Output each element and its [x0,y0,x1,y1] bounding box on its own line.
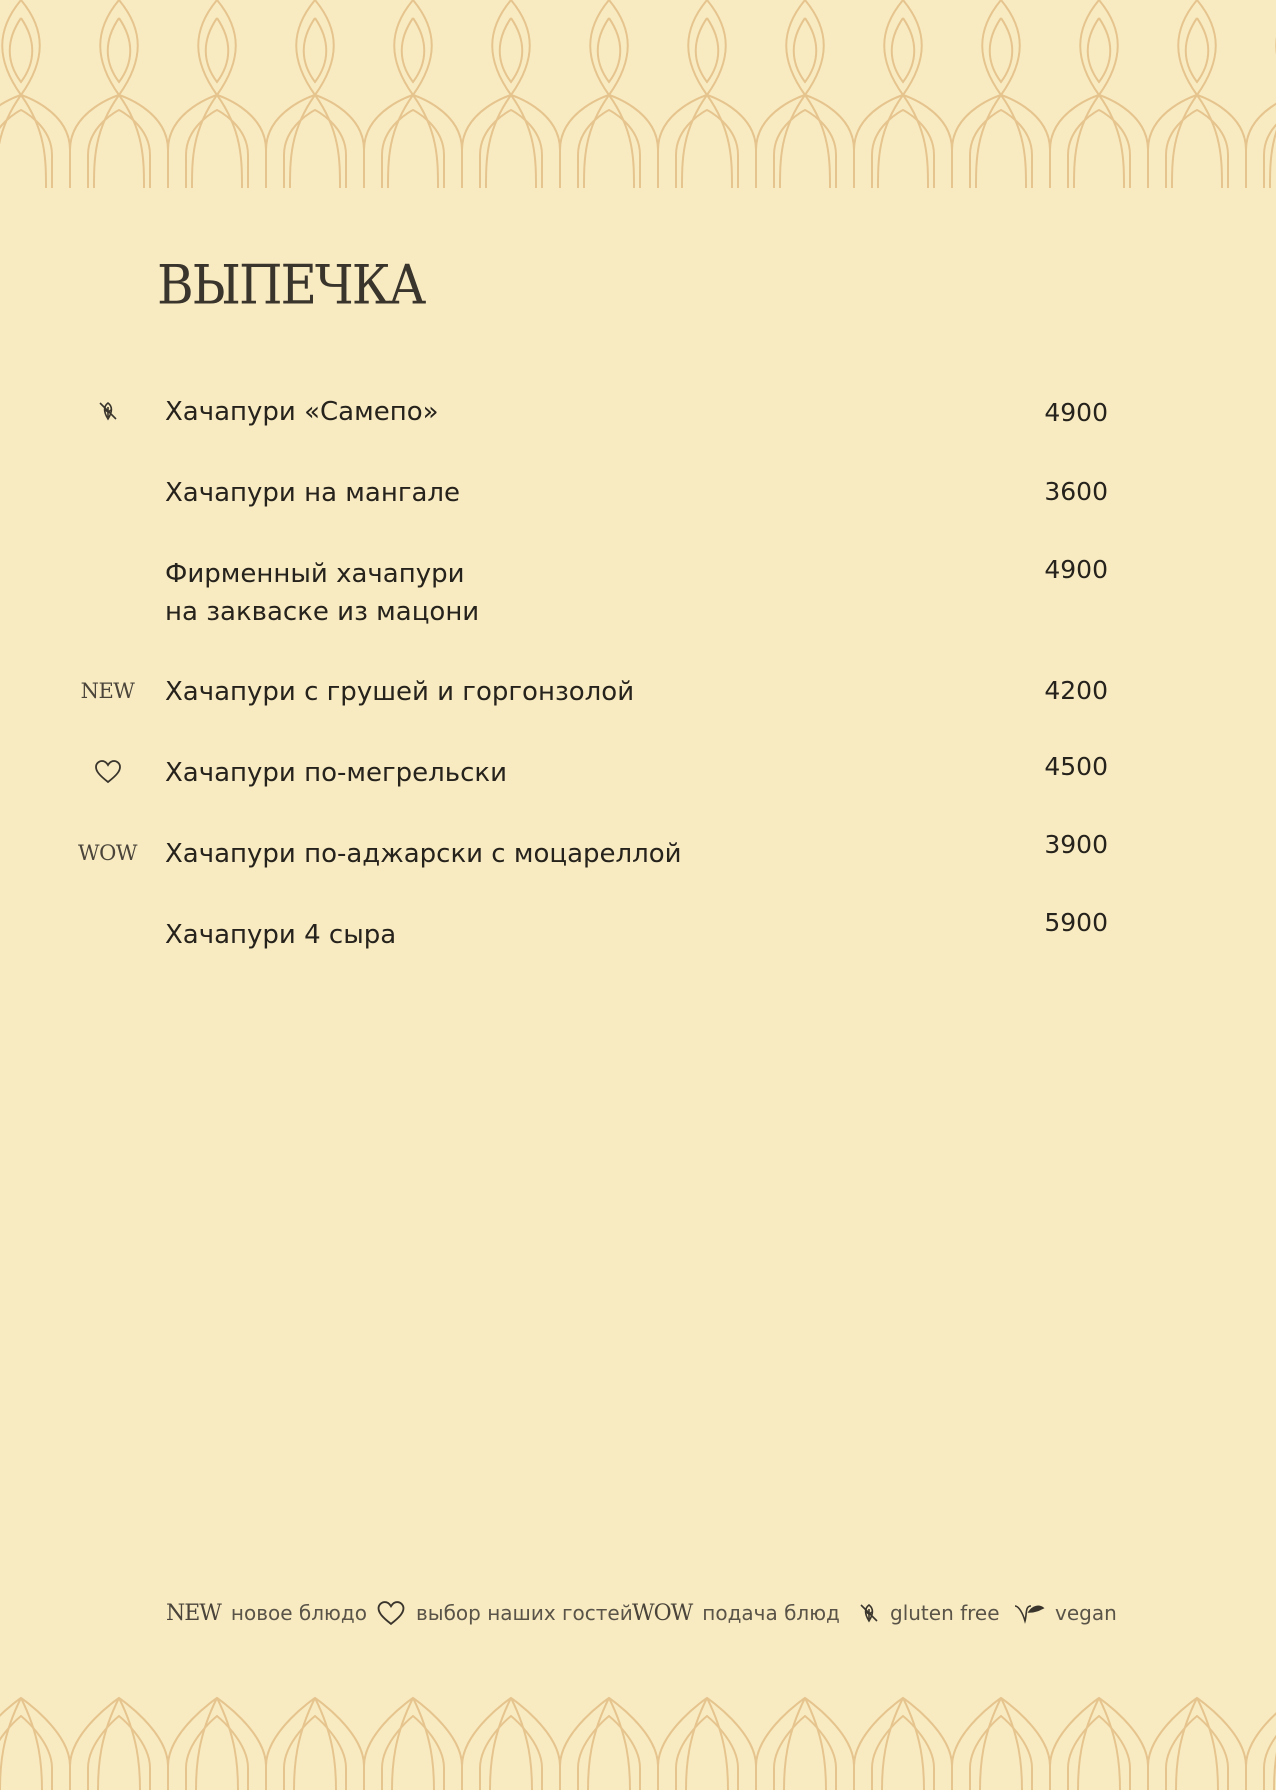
item-name: Хачапури по-аджарски с моцареллой [165,839,682,869]
legend-gluten [858,1596,1000,1630]
item-price: 4200 [1044,676,1108,705]
gluten-free-icon [858,1602,880,1624]
legend-wow-text: подача блюд [702,1601,840,1625]
wow-marker: WOW [632,1600,693,1626]
gluten-free-icon [60,397,155,422]
vegan-leaf-icon [1013,1602,1045,1624]
item-name: Фирменный хачапури на закваске из мацони [165,559,480,627]
legend-heart [376,1596,633,1630]
item-name: Хачапури с грушей и горгонзолой [165,677,635,707]
heart-icon [60,758,155,785]
item-name: Хачапури «Самепо» [165,397,439,427]
item-price: 3900 [1044,830,1108,859]
legend [0,1596,1276,1630]
wow-marker: WOW [78,841,137,865]
item-price: 5900 [1044,908,1108,937]
item-price: 3600 [1044,477,1108,506]
legend-heart-text: выбор наших гостей [416,1601,633,1625]
item-name: Хачапури по-мегрельски [165,758,507,788]
new-marker: NEW [80,679,135,703]
top-ornament-pattern [0,0,1276,188]
item-price: 4900 [1044,398,1108,427]
legend-gluten-text: gluten free [890,1601,1000,1625]
legend-new [166,1596,367,1630]
item-name: Хачапури на мангале [165,478,461,508]
legend-vegan-text: vegan [1055,1601,1117,1625]
heart-icon [376,1600,406,1627]
legend-wow [632,1596,840,1630]
legend-new-text: новое блюдо [230,1601,367,1625]
section-title: ВЫПЕЧКА [157,253,425,317]
bottom-ornament-pattern [0,1696,1276,1790]
new-marker: NEW [166,1600,221,1626]
legend-vegan [1013,1596,1117,1630]
item-name: Хачапури 4 сыра [165,920,397,950]
item-price: 4500 [1044,752,1108,781]
item-price: 4900 [1044,555,1108,584]
